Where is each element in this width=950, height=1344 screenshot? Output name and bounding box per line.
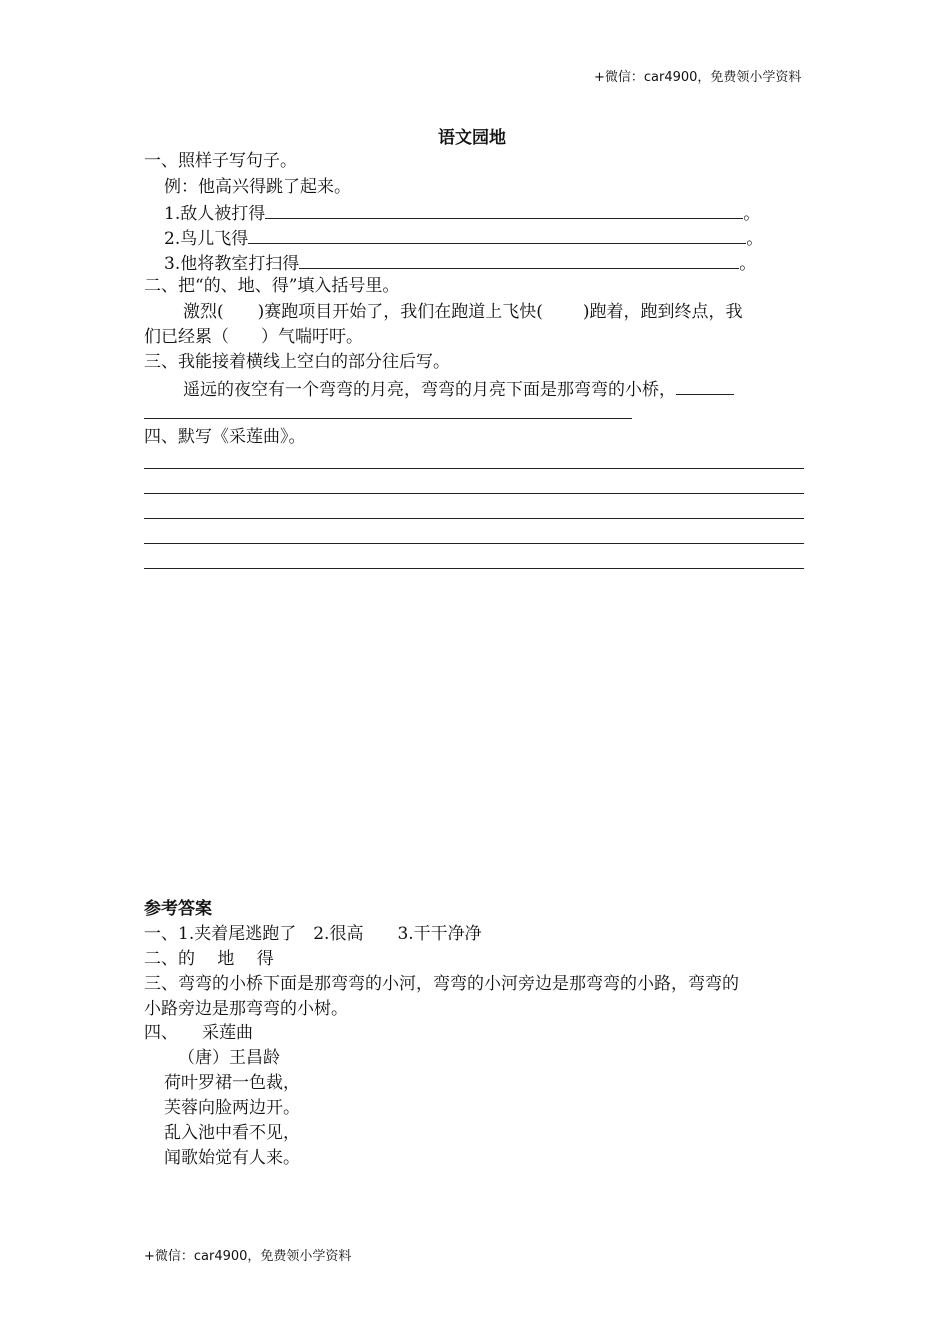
section3-heading: 三、我能接着横线上空白的部分往后写。: [144, 352, 450, 372]
section1-example: 例：他高兴得跳了起来。: [164, 177, 351, 197]
end-mark: 。: [746, 229, 764, 249]
answers-heading: 参考答案: [144, 899, 212, 919]
section1-item-1: [164, 200, 760, 226]
text-part: 们已经累（: [144, 327, 229, 347]
answer-4-label: 四、: [144, 1023, 178, 1043]
section2-line2: [144, 325, 363, 349]
writing-line-2[interactable]: [144, 493, 804, 494]
section2-line1: [183, 300, 743, 324]
section1-item-2: [164, 225, 763, 251]
answer-line[interactable]: [248, 225, 746, 244]
footer-note: +微信：car4900，免费领小学资料: [144, 1249, 352, 1264]
section2-heading: 二、把“的、地、得”填入括号里。: [144, 276, 400, 296]
poem-title: 采莲曲: [202, 1023, 253, 1043]
text-part: ）气喘吁吁。: [261, 327, 363, 347]
writing-line-4[interactable]: [144, 543, 804, 544]
section1-heading: 一、照样子写句子。: [144, 151, 297, 171]
end-mark: 。: [743, 204, 761, 224]
continuation-line-2[interactable]: [144, 418, 632, 419]
answer-2: 二、的 地 得: [144, 949, 274, 969]
section3-text: [183, 376, 734, 402]
poem-line-4: 闻歌始觉有人来。: [164, 1148, 300, 1168]
writing-line-3[interactable]: [144, 518, 804, 519]
text-part: )赛跑项目开始了，我们在跑道上飞快(: [257, 302, 543, 322]
page-title: 语文园地: [438, 128, 506, 148]
end-mark: 。: [739, 254, 757, 274]
item-prompt: 1.敌人被打得: [164, 204, 266, 224]
continuation-line[interactable]: [676, 376, 734, 395]
text-part: )跑着，跑到终点，我: [582, 302, 743, 322]
answer-3-line1: 三、弯弯的小桥下面是那弯弯的小河，弯弯的小河旁边是那弯弯的小路，弯弯的: [144, 974, 739, 994]
item-prompt: 2.鸟儿飞得: [164, 229, 249, 249]
poem-line-3: 乱入池中看不见，: [164, 1123, 300, 1143]
item-prompt: 3.他将教室打扫得: [164, 254, 300, 274]
section1-item-3: [164, 250, 756, 276]
poem-author: （唐）王昌龄: [178, 1048, 280, 1068]
poem-line-2: 芙蓉向脸两边开。: [164, 1098, 300, 1118]
answer-3-line2: 小路旁边是那弯弯的小树。: [144, 999, 348, 1019]
section3-prompt: 遥远的夜空有一个弯弯的月亮，弯弯的月亮下面是那弯弯的小桥，: [183, 380, 676, 400]
answer-line[interactable]: [299, 250, 739, 269]
section4-heading: 四、默写《采莲曲》。: [144, 427, 306, 447]
answer-1: 一、1.夹着尾逃跑了 2.很高 3.干干净净: [144, 924, 482, 944]
writing-line-5[interactable]: [144, 568, 804, 569]
poem-line-1: 荷叶罗裙一色裁，: [164, 1073, 300, 1093]
answer-line[interactable]: [265, 200, 743, 219]
text-part: 激烈(: [183, 302, 224, 322]
writing-line-1[interactable]: [144, 468, 804, 469]
header-note: +微信：car4900，免费领小学资料: [594, 70, 802, 85]
